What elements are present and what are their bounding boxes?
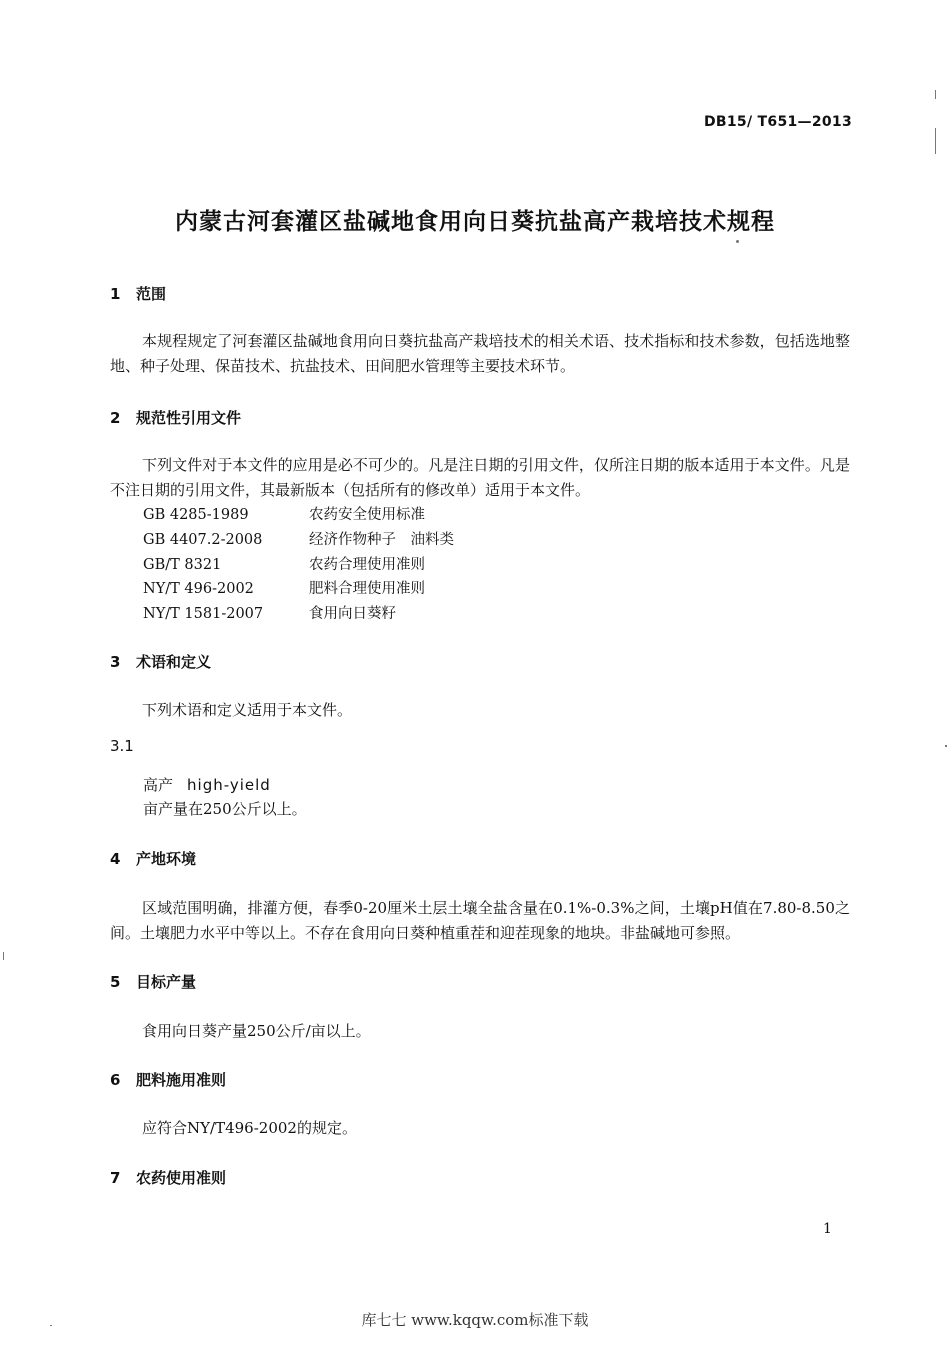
reference-title: 经济作物种子 油料类 — [309, 532, 454, 548]
section-number: 7 — [110, 1169, 121, 1187]
reference-code: GB 4285-1989 — [143, 507, 249, 523]
scan-speck — [736, 240, 739, 243]
scan-speck — [935, 128, 936, 154]
section-2-paragraph: 下列文件对于本文件的应用是必不可少的。凡是注日期的引用文件，仅所注日期的版本适用于本文件。凡是不注日期的引用文件，其最新版本（包括所有的修改单）适用于本文件。 — [110, 456, 850, 499]
section-4-paragraph: 区域范围明确，排灌方便，春季0-20厘米土层土壤全盐含量在0.1%-0.3%之间，土壤pH值在7.80-8.50之间。土壤肥力水平中等以上。不存在食用向日葵种植重茬和迎茬现象的地块。非盐碱地可参照。 — [110, 899, 850, 942]
reference-title: 肥料合理使用准则 — [309, 581, 425, 597]
section-2-heading — [110, 407, 241, 428]
section-number: 3 — [110, 653, 121, 671]
reference-title: 食用向日葵籽 — [309, 606, 396, 622]
section-number: 4 — [110, 850, 121, 868]
reference-code: GB 4407.2-2008 — [143, 532, 263, 548]
reference-item — [143, 528, 454, 549]
section-3-heading — [110, 651, 211, 672]
scan-speck — [50, 1325, 52, 1326]
section-title: 术语和定义 — [136, 653, 212, 671]
section-title: 目标产量 — [136, 973, 197, 991]
section-number: 5 — [110, 973, 121, 991]
page-number: 1 — [823, 1221, 832, 1237]
section-title: 规范性引用文件 — [136, 409, 242, 427]
section-4-heading — [110, 848, 196, 869]
section-title: 肥料施用准则 — [136, 1071, 227, 1089]
section-title: 范围 — [136, 285, 167, 303]
reference-code: NY/T 496-2002 — [143, 581, 254, 597]
section-3-paragraph: 下列术语和定义适用于本文件。 — [142, 701, 353, 719]
section-5-paragraph: 食用向日葵产量250公斤/亩以上。 — [142, 1022, 371, 1040]
section-5-heading — [110, 971, 196, 992]
section-title: 农药使用准则 — [136, 1169, 227, 1187]
section-title: 产地环境 — [136, 850, 197, 868]
section-number: 2 — [110, 409, 121, 427]
reference-item — [143, 553, 425, 574]
section-7-heading — [110, 1167, 226, 1188]
section-6-paragraph: 应符合NY/T496-2002的规定。 — [142, 1119, 357, 1137]
document-number: DB15/ T651—2013 — [704, 114, 852, 130]
scan-speck — [935, 90, 936, 99]
reference-code: NY/T 1581-2007 — [143, 606, 264, 622]
page-title: 内蒙古河套灌区盐碱地食用向日葵抗盐高产栽培技术规程 — [175, 209, 775, 235]
section-1-heading — [110, 283, 166, 304]
reference-title: 农药合理使用准则 — [309, 557, 425, 573]
term-entry — [143, 774, 271, 795]
term-chinese: 高产 — [143, 776, 174, 794]
reference-title: 农药安全使用标准 — [309, 507, 425, 523]
reference-item — [143, 577, 425, 598]
section-number: 6 — [110, 1071, 121, 1089]
reference-item — [143, 503, 425, 524]
scan-speck — [945, 745, 947, 747]
term-english: high-yield — [187, 776, 271, 794]
section-number: 1 — [110, 285, 121, 303]
section-6-heading — [110, 1069, 226, 1090]
subsection-number: 3.1 — [110, 737, 134, 755]
term-definition: 亩产量在250公斤以上。 — [143, 800, 307, 818]
section-1-paragraph: 本规程规定了河套灌区盐碱地食用向日葵抗盐高产栽培技术的相关术语、技术指标和技术参数，包括选地整地、种子处理、保苗技术、抗盐技术、田间肥水管理等主要技术环节。 — [110, 332, 850, 375]
reference-item — [143, 602, 396, 623]
scan-speck — [3, 952, 4, 960]
reference-code: GB/T 8321 — [143, 557, 222, 573]
footer-watermark: 库七七 www.kqqw.com标准下载 — [361, 1311, 589, 1329]
